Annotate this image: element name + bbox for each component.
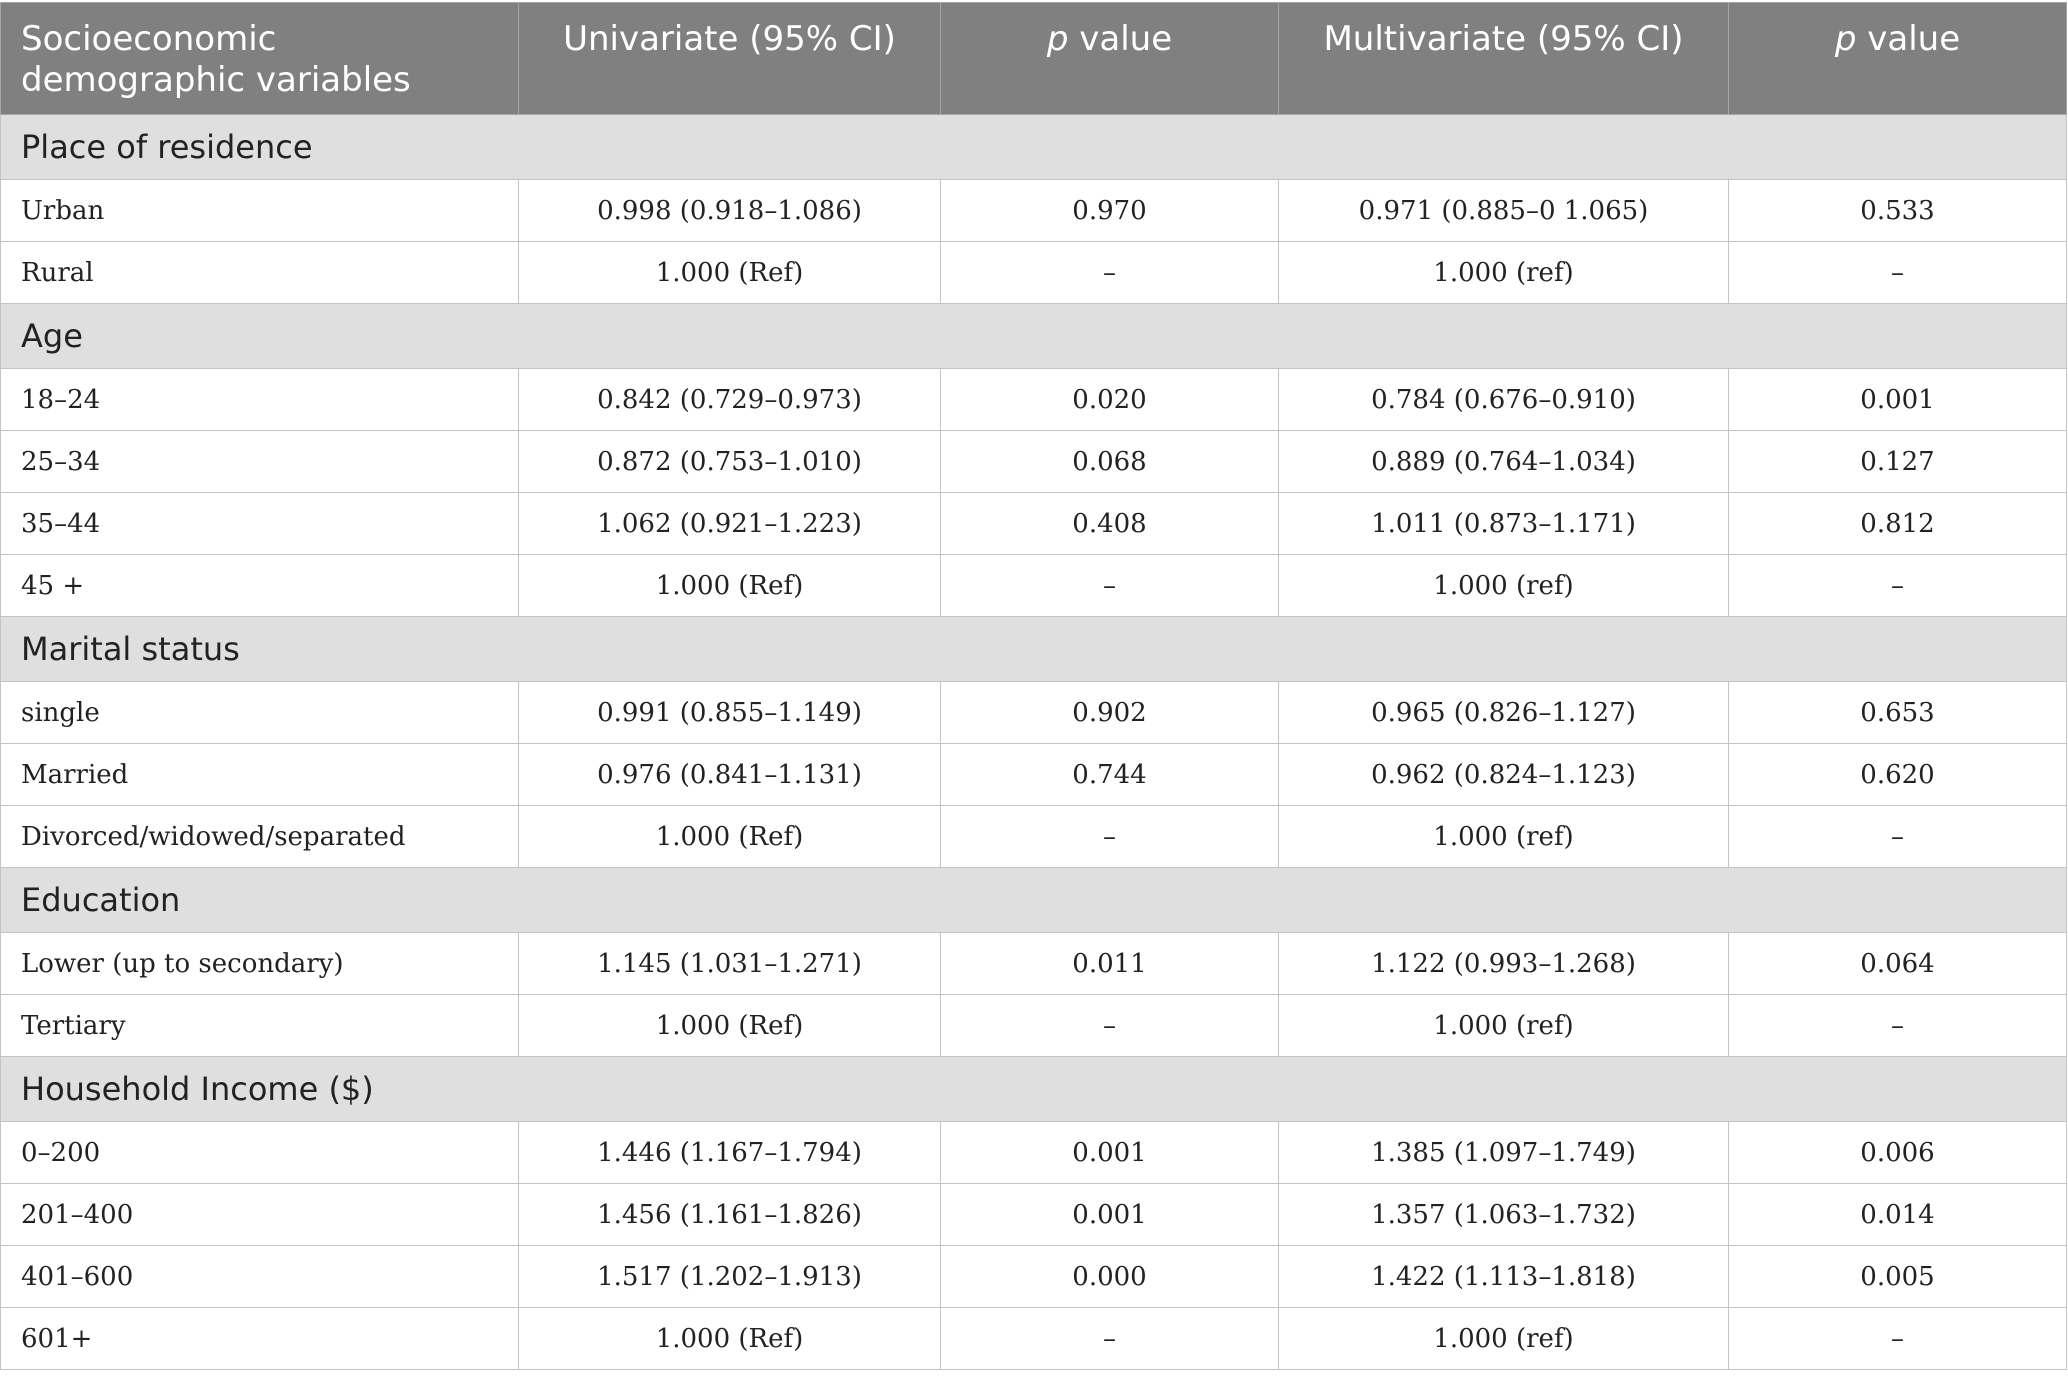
- univariate-value: 0.998 (0.918–1.086): [519, 180, 941, 242]
- row-label: single: [1, 682, 519, 744]
- p-value-multivariate: 0.005: [1729, 1246, 2067, 1308]
- table-row: [1, 995, 2067, 1057]
- table-header: [1, 3, 2067, 115]
- p-value-univariate: 0.408: [941, 493, 1279, 555]
- row-label: 201–400: [1, 1184, 519, 1246]
- multivariate-value: 0.889 (0.764–1.034): [1279, 431, 1729, 493]
- table-row: [1, 1246, 2067, 1308]
- p-value-multivariate: –: [1729, 555, 2067, 617]
- section-title: Marital status: [1, 617, 2067, 682]
- row-label: Rural: [1, 242, 519, 304]
- p-value-univariate: 0.902: [941, 682, 1279, 744]
- table-row: [1, 431, 2067, 493]
- p-value-multivariate: 0.127: [1729, 431, 2067, 493]
- multivariate-value: 1.011 (0.873–1.171): [1279, 493, 1729, 555]
- univariate-value: 1.000 (Ref): [519, 995, 941, 1057]
- header-p-rest: value: [1068, 19, 1173, 59]
- section-row: [1, 868, 2067, 933]
- table-row: [1, 180, 2067, 242]
- table-row: [1, 242, 2067, 304]
- section-title: Place of residence: [1, 115, 2067, 180]
- p-value-multivariate: –: [1729, 806, 2067, 868]
- table-row: [1, 369, 2067, 431]
- univariate-value: 0.842 (0.729–0.973): [519, 369, 941, 431]
- row-label: 601+: [1, 1308, 519, 1370]
- univariate-value: 1.000 (Ref): [519, 242, 941, 304]
- multivariate-value: 0.962 (0.824–1.123): [1279, 744, 1729, 806]
- univariate-value: 0.872 (0.753–1.010): [519, 431, 941, 493]
- p-value-univariate: 0.011: [941, 933, 1279, 995]
- univariate-value: 1.517 (1.202–1.913): [519, 1246, 941, 1308]
- header-row: [1, 3, 2067, 115]
- row-label: Tertiary: [1, 995, 519, 1057]
- table-row: [1, 493, 2067, 555]
- multivariate-value: 1.422 (1.113–1.818): [1279, 1246, 1729, 1308]
- p-value-multivariate: 0.653: [1729, 682, 2067, 744]
- section-row: [1, 115, 2067, 180]
- multivariate-value: 1.000 (ref): [1279, 995, 1729, 1057]
- row-label: 0–200: [1, 1122, 519, 1184]
- univariate-value: 0.976 (0.841–1.131): [519, 744, 941, 806]
- univariate-value: 1.446 (1.167–1.794): [519, 1122, 941, 1184]
- row-label: 25–34: [1, 431, 519, 493]
- p-value-univariate: 0.970: [941, 180, 1279, 242]
- table-row: [1, 1308, 2067, 1370]
- row-label: 18–24: [1, 369, 519, 431]
- row-label: Divorced/widowed/separated: [1, 806, 519, 868]
- row-label: 45 +: [1, 555, 519, 617]
- regression-table: [0, 2, 2067, 1370]
- p-value-multivariate: 0.533: [1729, 180, 2067, 242]
- row-label: Lower (up to secondary): [1, 933, 519, 995]
- univariate-value: 1.062 (0.921–1.223): [519, 493, 941, 555]
- section-row: [1, 617, 2067, 682]
- header-multivariate: Multivariate (95% CI): [1279, 3, 1729, 115]
- p-value-univariate: –: [941, 806, 1279, 868]
- p-value-univariate: 0.744: [941, 744, 1279, 806]
- multivariate-value: 1.000 (ref): [1279, 555, 1729, 617]
- p-value-univariate: –: [941, 242, 1279, 304]
- multivariate-value: 0.784 (0.676–0.910): [1279, 369, 1729, 431]
- p-value-univariate: 0.000: [941, 1246, 1279, 1308]
- header-p-value-univariate: [941, 3, 1279, 115]
- header-p-rest: value: [1856, 19, 1961, 59]
- p-value-univariate: 0.001: [941, 1122, 1279, 1184]
- multivariate-value: 1.357 (1.063–1.732): [1279, 1184, 1729, 1246]
- p-value-multivariate: 0.812: [1729, 493, 2067, 555]
- header-p-italic: p: [1834, 19, 1857, 59]
- row-label: 401–600: [1, 1246, 519, 1308]
- p-value-univariate: –: [941, 1308, 1279, 1370]
- header-variables: Socioeconomic demographic variables: [1, 3, 519, 115]
- p-value-multivariate: –: [1729, 242, 2067, 304]
- table-row: [1, 1122, 2067, 1184]
- row-label: Married: [1, 744, 519, 806]
- header-univariate: Univariate (95% CI): [519, 3, 941, 115]
- section-row: [1, 304, 2067, 369]
- multivariate-value: 1.000 (ref): [1279, 806, 1729, 868]
- section-title: Education: [1, 868, 2067, 933]
- table-row: [1, 682, 2067, 744]
- table-body: [1, 115, 2067, 1370]
- p-value-univariate: 0.068: [941, 431, 1279, 493]
- p-value-multivariate: 0.064: [1729, 933, 2067, 995]
- univariate-value: 1.456 (1.161–1.826): [519, 1184, 941, 1246]
- univariate-value: 1.000 (Ref): [519, 806, 941, 868]
- header-p-italic: p: [1046, 19, 1069, 59]
- row-label: 35–44: [1, 493, 519, 555]
- section-title: Household Income ($): [1, 1057, 2067, 1122]
- p-value-univariate: –: [941, 555, 1279, 617]
- table-row: [1, 1184, 2067, 1246]
- univariate-value: 1.000 (Ref): [519, 555, 941, 617]
- table-row: [1, 806, 2067, 868]
- univariate-value: 1.145 (1.031–1.271): [519, 933, 941, 995]
- p-value-univariate: 0.020: [941, 369, 1279, 431]
- multivariate-value: 1.122 (0.993–1.268): [1279, 933, 1729, 995]
- multivariate-value: 0.965 (0.826–1.127): [1279, 682, 1729, 744]
- p-value-univariate: –: [941, 995, 1279, 1057]
- multivariate-value: 1.000 (ref): [1279, 1308, 1729, 1370]
- p-value-multivariate: –: [1729, 1308, 2067, 1370]
- header-p-value-multivariate: [1729, 3, 2067, 115]
- univariate-value: 1.000 (Ref): [519, 1308, 941, 1370]
- multivariate-value: 0.971 (0.885–0 1.065): [1279, 180, 1729, 242]
- table-row: [1, 933, 2067, 995]
- univariate-value: 0.991 (0.855–1.149): [519, 682, 941, 744]
- section-row: [1, 1057, 2067, 1122]
- p-value-multivariate: 0.014: [1729, 1184, 2067, 1246]
- p-value-multivariate: 0.001: [1729, 369, 2067, 431]
- table-row: [1, 555, 2067, 617]
- row-label: Urban: [1, 180, 519, 242]
- p-value-univariate: 0.001: [941, 1184, 1279, 1246]
- p-value-multivariate: 0.006: [1729, 1122, 2067, 1184]
- p-value-multivariate: –: [1729, 995, 2067, 1057]
- multivariate-value: 1.000 (ref): [1279, 242, 1729, 304]
- table-row: [1, 744, 2067, 806]
- multivariate-value: 1.385 (1.097–1.749): [1279, 1122, 1729, 1184]
- p-value-multivariate: 0.620: [1729, 744, 2067, 806]
- section-title: Age: [1, 304, 2067, 369]
